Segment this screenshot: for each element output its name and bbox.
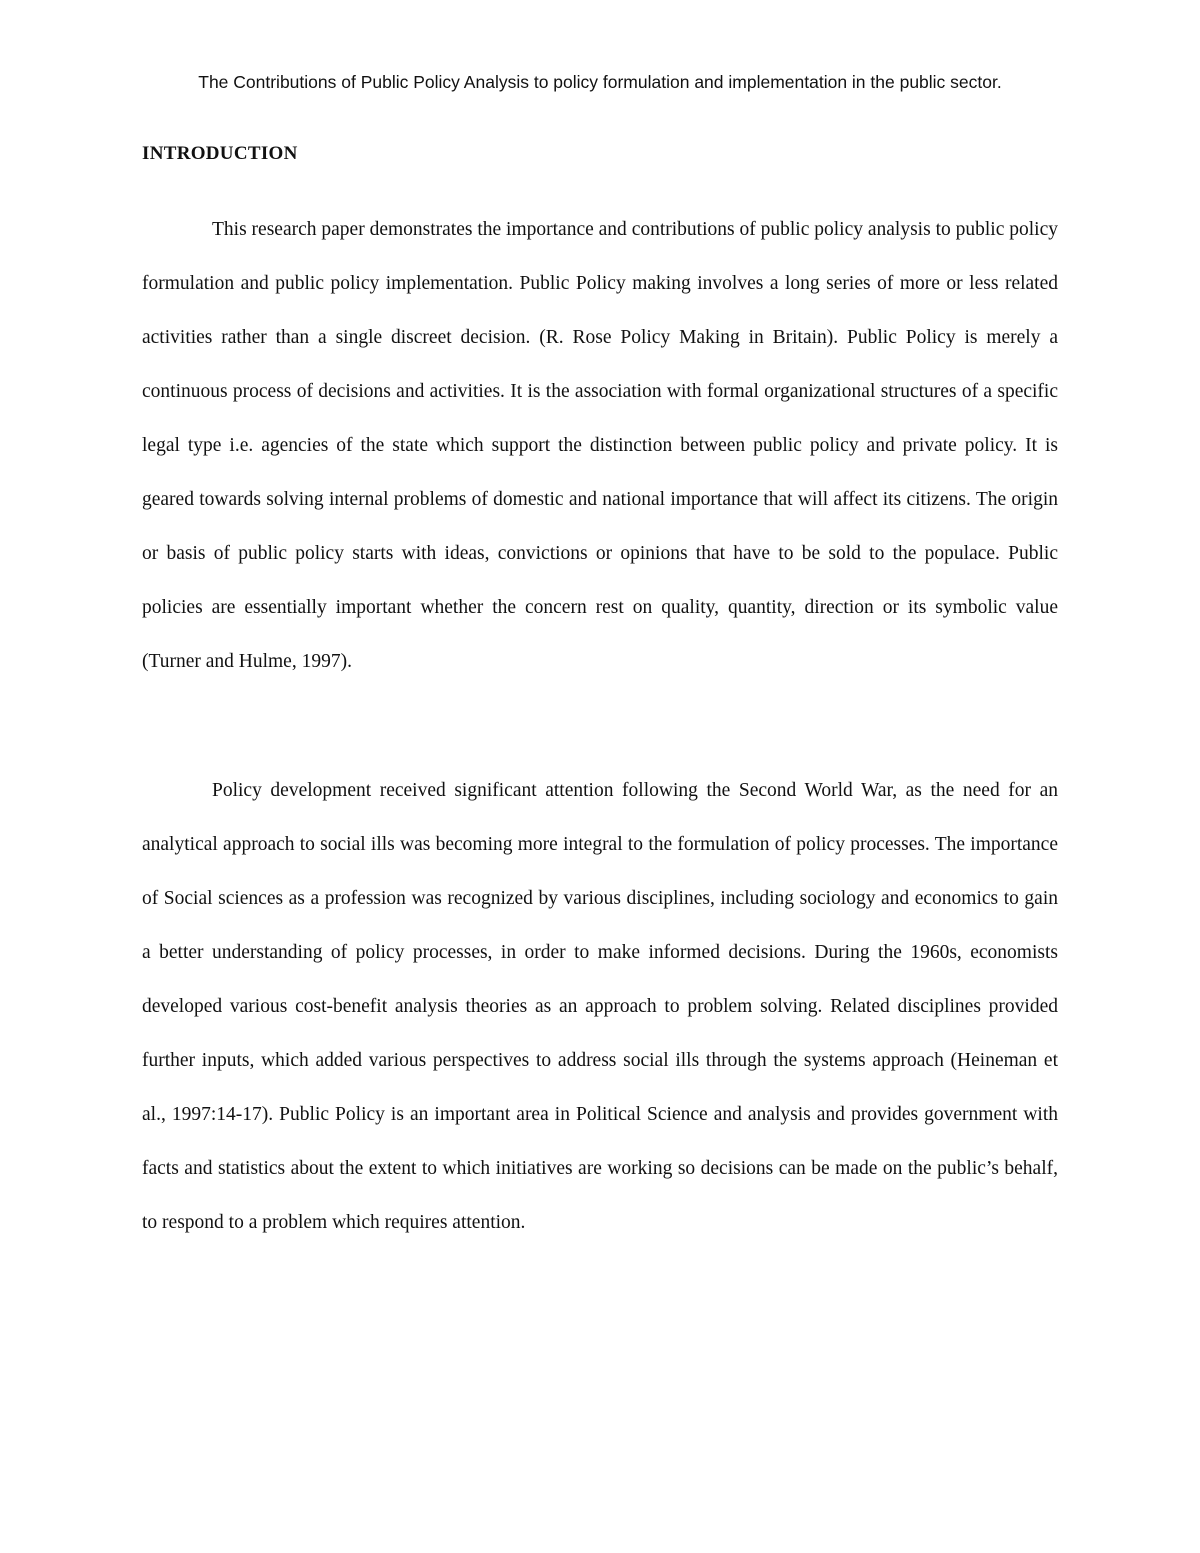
body-paragraph: Policy development received significant attention following the Second World War, as the need for an analytical approach to social ills was becoming more integral to the formulation of policy processes. The importance of Social sciences as a profession was recognized by various disciplines, including sociology and economics to gain a better understanding of policy processes, in order to make informed decisions. During the 1960s, economists developed various cost-benefit analysis theories as an approach to problem solving. Related disciplines provided further inputs, which added various perspectives to address social ills through the systems approach (Heineman et al., 1997:14-17). Public Policy is an important area in Political Science and analysis and provides government with facts and statistics about the extent to which initiatives are working so decisions can be made on the public’s behalf, to respond to a problem which requires attention.: [142, 780, 1058, 1233]
document-header: The Contributions of Public Policy Analysis to policy formulation and implementation in the public sector.: [198, 72, 1002, 92]
section-heading: INTRODUCTION: [142, 143, 298, 164]
body-paragraph: This research paper demonstrates the importance and contributions of public policy analysis to public policy formulation and public policy implementation. Public Policy making involves a long series of more or less related activities rather than a single discreet decision. (R. Rose Policy Making in Britain). Public Policy is merely a continuous process of decisions and activities. It is the association with formal organizational structures of a specific legal type i.e. agencies of the state which support the distinction between public policy and private policy. It is geared towards solving internal problems of domestic and national importance that will affect its citizens. The origin or basis of public policy starts with ideas, convictions or opinions that have to be sold to the populace. Public policies are essentially important whether the concern rest on quality, quantity, direction or its symbolic value (Turner and Hulme, 1997).: [142, 219, 1058, 672]
